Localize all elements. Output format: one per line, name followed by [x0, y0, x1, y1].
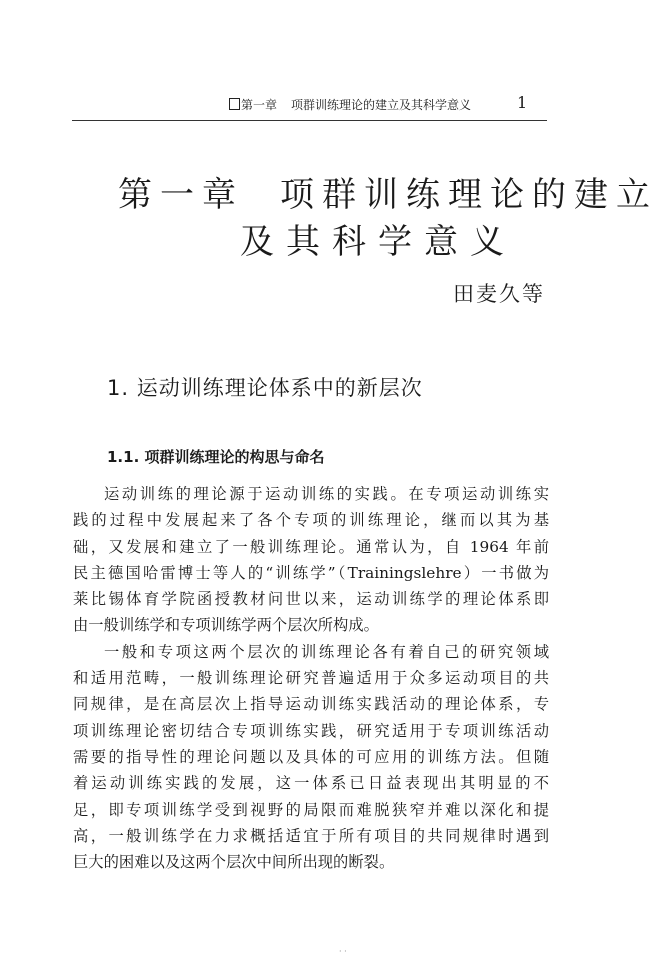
- paragraph-line: 民主德国哈雷博士等人的“训练学”（Trainingslehre）一书做为: [73, 563, 549, 582]
- running-header-chapter: 第一章: [241, 98, 278, 112]
- section-heading: 1. 运动训练理论体系中的新层次: [107, 376, 423, 400]
- footer-mark: · ·: [339, 947, 347, 956]
- paragraph-line: 础，又发展和建立了一般训练理论。通常认为，自 1964 年前: [73, 537, 549, 556]
- paragraph-line: 一般和专项这两个层次的训练理论各有着自己的研究领域: [104, 642, 549, 661]
- chapter-title-line2: 及其科学意义: [240, 222, 516, 262]
- chapter-title: [118, 173, 658, 217]
- paragraph-line: 高，一般训练学在力求概括适宜于所有项目的共同规律时遇到: [73, 826, 549, 845]
- header-rule: [72, 120, 547, 121]
- paragraph-line: 同规律，是在高层次上指导运动训练实践活动的理论体系，专: [73, 695, 549, 714]
- chapter-label: 第一章: [118, 175, 244, 215]
- paragraph-line: 运动训练的理论源于运动训练的实践。在专项运动训练实: [104, 485, 549, 503]
- chapter-title-line1: 项群训练理论的建立: [280, 175, 658, 215]
- subsection-heading: 1.1. 项群训练理论的构思与命名: [107, 448, 325, 466]
- paragraph-line: 着运动训练实践的发展，这一体系已日益表现出其明显的不: [73, 774, 549, 793]
- paragraph-line: 和适用范畴，一般训练理论研究普遍适用于众多运动项目的共: [73, 669, 549, 688]
- paragraph-line: 践的过程中发展起来了各个专项的训练理论，继而以其为基: [73, 511, 549, 530]
- paragraph-line: 由一般训练学和专项训练学两个层次所构成。: [73, 616, 379, 635]
- author: 田麦久等: [453, 282, 545, 306]
- running-header-title: 项群训练理论的建立及其科学意义: [291, 98, 472, 112]
- paragraph-line: 需要的指导性的理论问题以及具体的可应用的训练方法。但随: [73, 747, 549, 766]
- paragraph-line: 项训练理论密切结合专项训练实践，研究适用于专项训练活动: [73, 721, 549, 740]
- paragraph-line: 莱比锡体育学院函授教材问世以来，运动训练学的理论体系即: [73, 590, 549, 609]
- body-text: [73, 481, 549, 875]
- square-icon: [229, 98, 240, 110]
- page-number: 1: [517, 93, 528, 112]
- running-header: [229, 93, 549, 112]
- paragraph-line: 巨大的困难以及这两个层次中间所出现的断裂。: [73, 853, 395, 872]
- paragraph-line: 足，即专项训练学受到视野的局限而难脱狭窄并难以深化和提: [73, 800, 549, 819]
